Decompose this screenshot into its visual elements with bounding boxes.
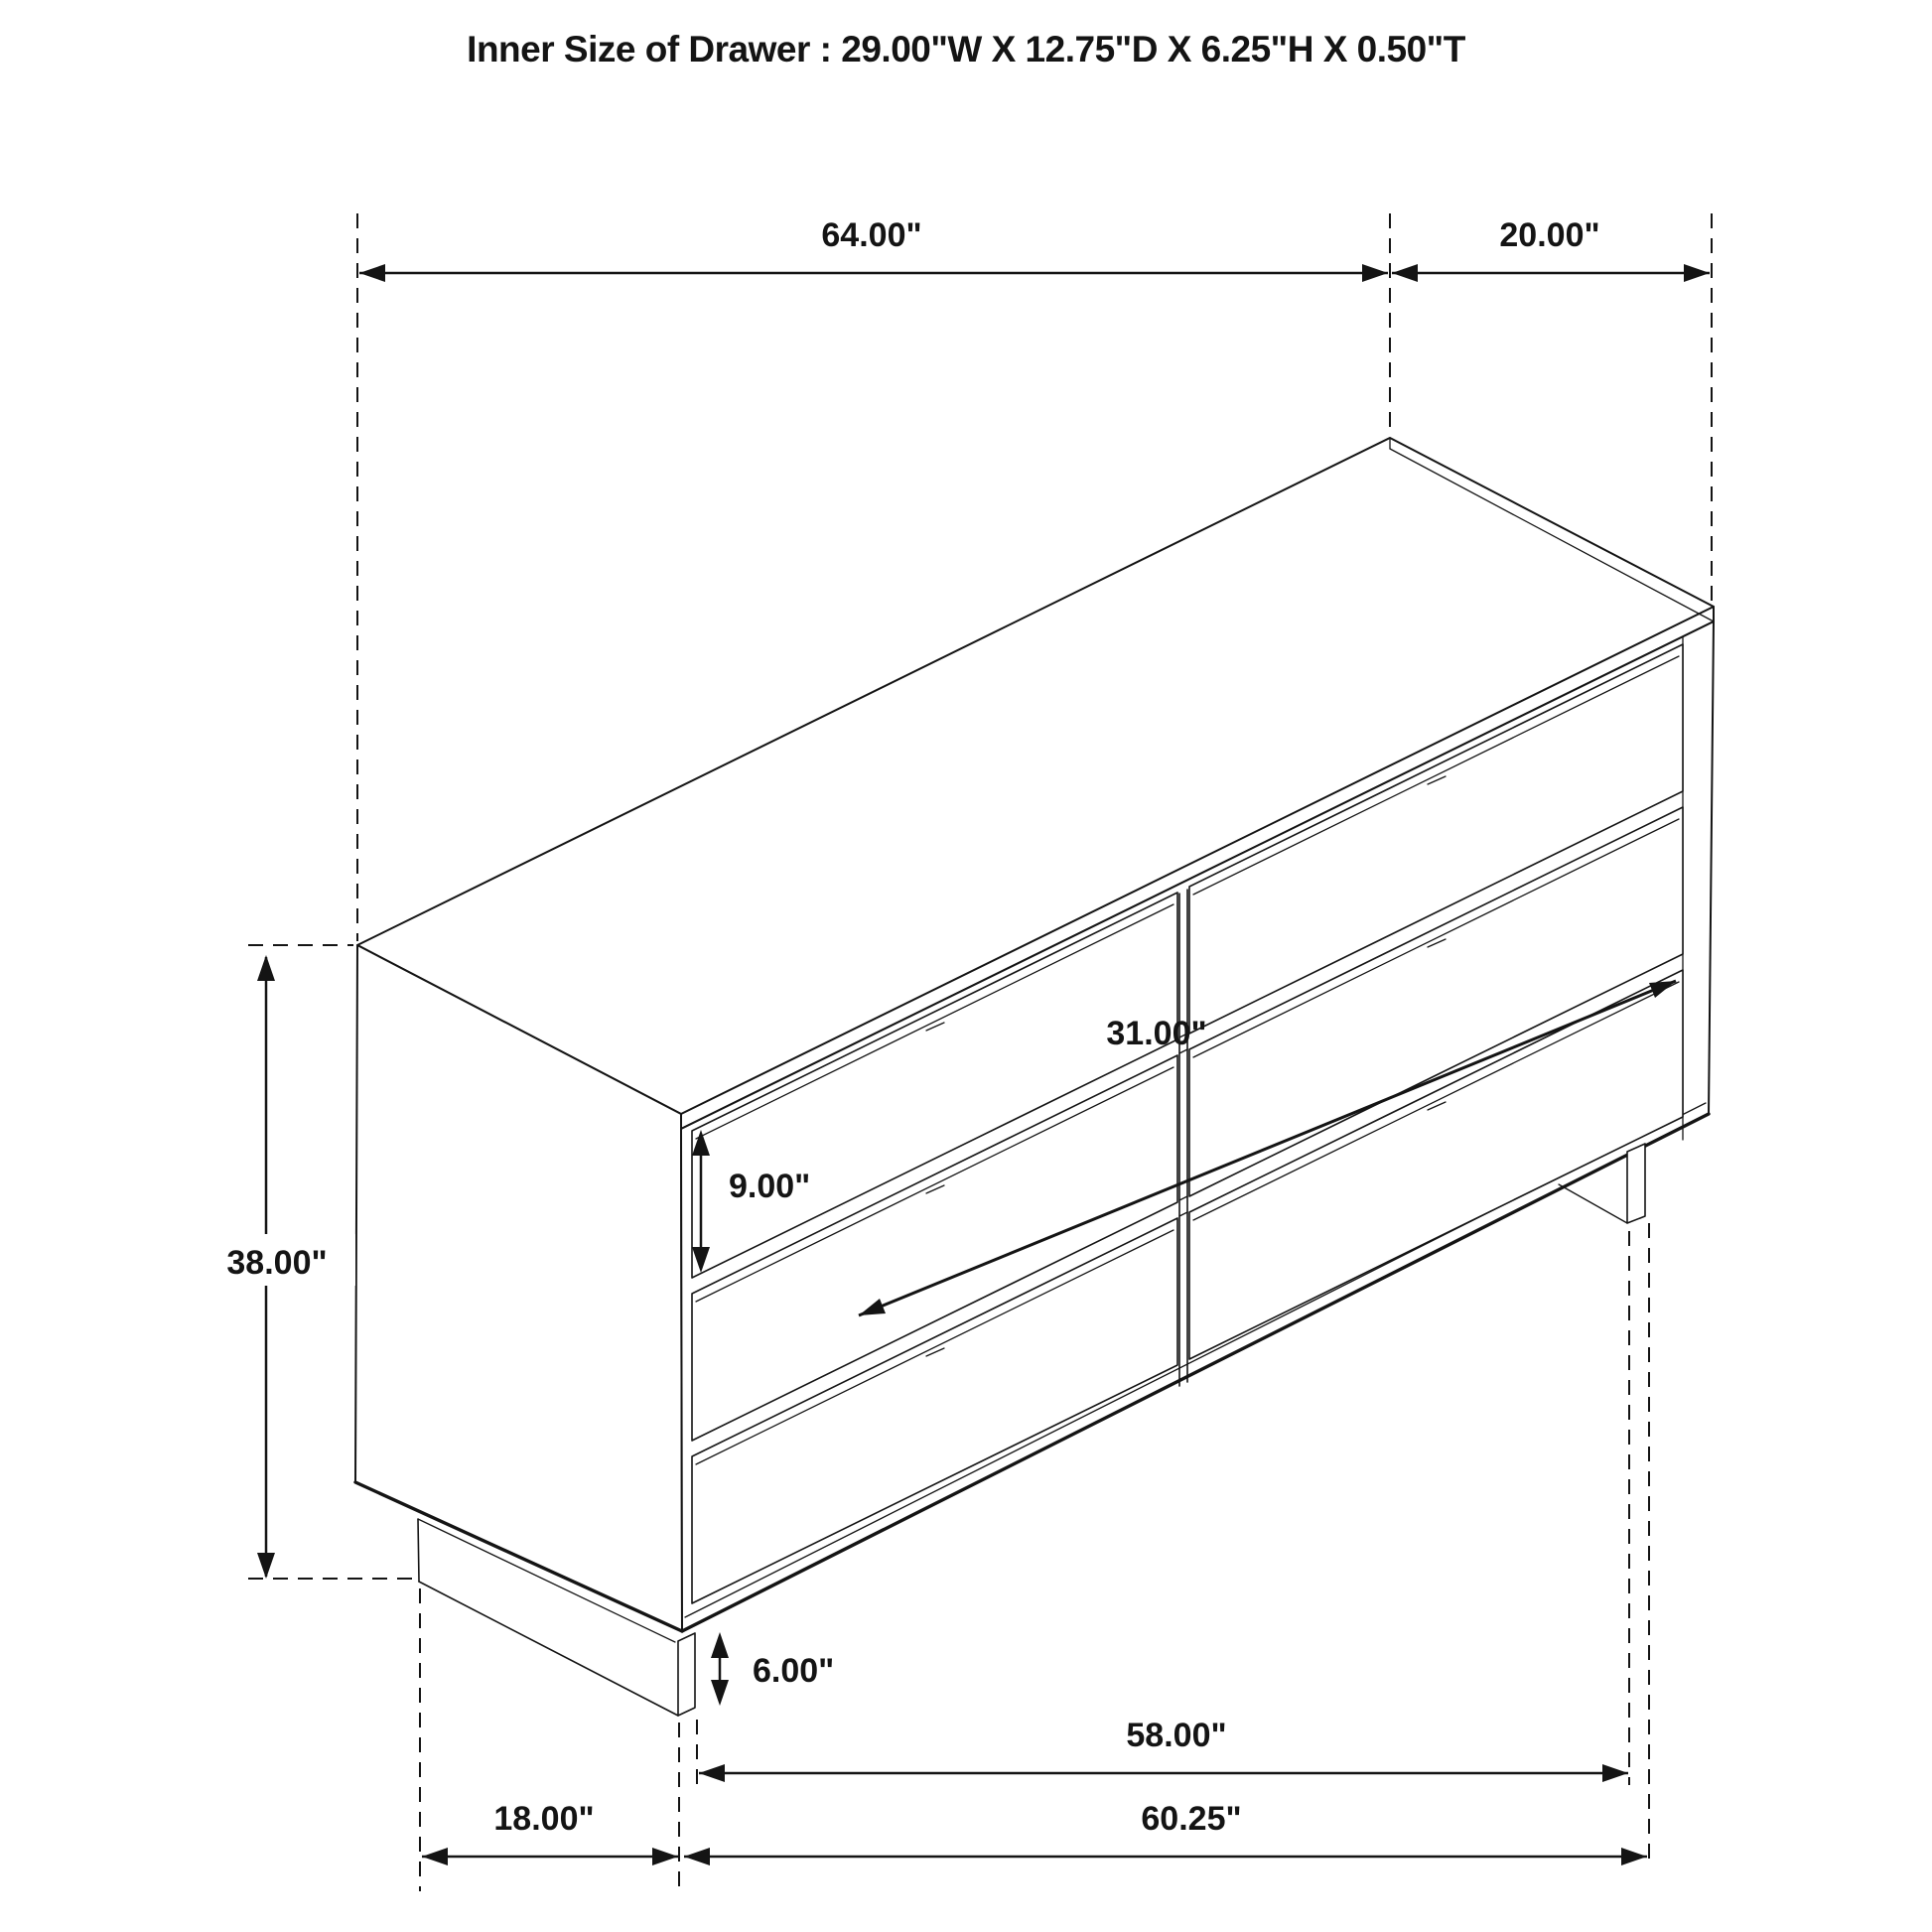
arrowhead-right — [1602, 1764, 1628, 1782]
dim-label-leg-span: 58.00" — [1126, 1717, 1227, 1754]
arrowhead-right — [1621, 1848, 1647, 1865]
dim-label-overall-height: 38.00" — [226, 1244, 328, 1282]
arrowhead-right — [652, 1848, 678, 1865]
dim-label-base-length: 60.25" — [1141, 1800, 1242, 1838]
dim-overall-height — [199, 955, 355, 1579]
arrowhead-right — [1362, 264, 1388, 282]
arrowhead-left — [699, 1764, 725, 1782]
dim-leg-span — [699, 1717, 1628, 1782]
dim-label-leg-inset: 18.00" — [493, 1800, 595, 1838]
base-right-flap — [1559, 1184, 1627, 1223]
dim-label-base-height: 6.00" — [753, 1652, 835, 1690]
dim-overall-width — [359, 216, 1388, 282]
dim-overall-depth — [1392, 216, 1710, 282]
arrowhead-right — [1684, 264, 1710, 282]
dim-label-drawer-width: 31.00" — [1106, 1015, 1207, 1052]
dim-label-overall-depth: 20.00" — [1499, 216, 1600, 254]
arrowhead-down — [257, 1553, 275, 1579]
arrowhead-left — [1392, 264, 1418, 282]
arrowhead-down — [711, 1680, 729, 1706]
dim-label-drawer-height: 9.00" — [729, 1168, 811, 1205]
arrowhead-up — [257, 955, 275, 981]
dim-base-height — [711, 1632, 834, 1706]
dresser-drawing — [355, 438, 1714, 1716]
dim-label-overall-width: 64.00" — [821, 216, 922, 254]
dim-base-length — [684, 1800, 1647, 1865]
base-left-corner — [418, 1519, 419, 1582]
diagram-title: Inner Size of Drawer : 29.00"W X 12.75"D X 6.25"H X 0.50"T — [467, 29, 1465, 69]
arrowhead-left — [422, 1848, 448, 1865]
arrowhead-left — [684, 1848, 710, 1865]
right-leg — [1627, 1144, 1645, 1223]
arrowhead-up — [711, 1632, 729, 1658]
arrowhead-left — [359, 264, 385, 282]
front-leg — [678, 1633, 695, 1716]
dim-leg-inset — [422, 1800, 678, 1865]
